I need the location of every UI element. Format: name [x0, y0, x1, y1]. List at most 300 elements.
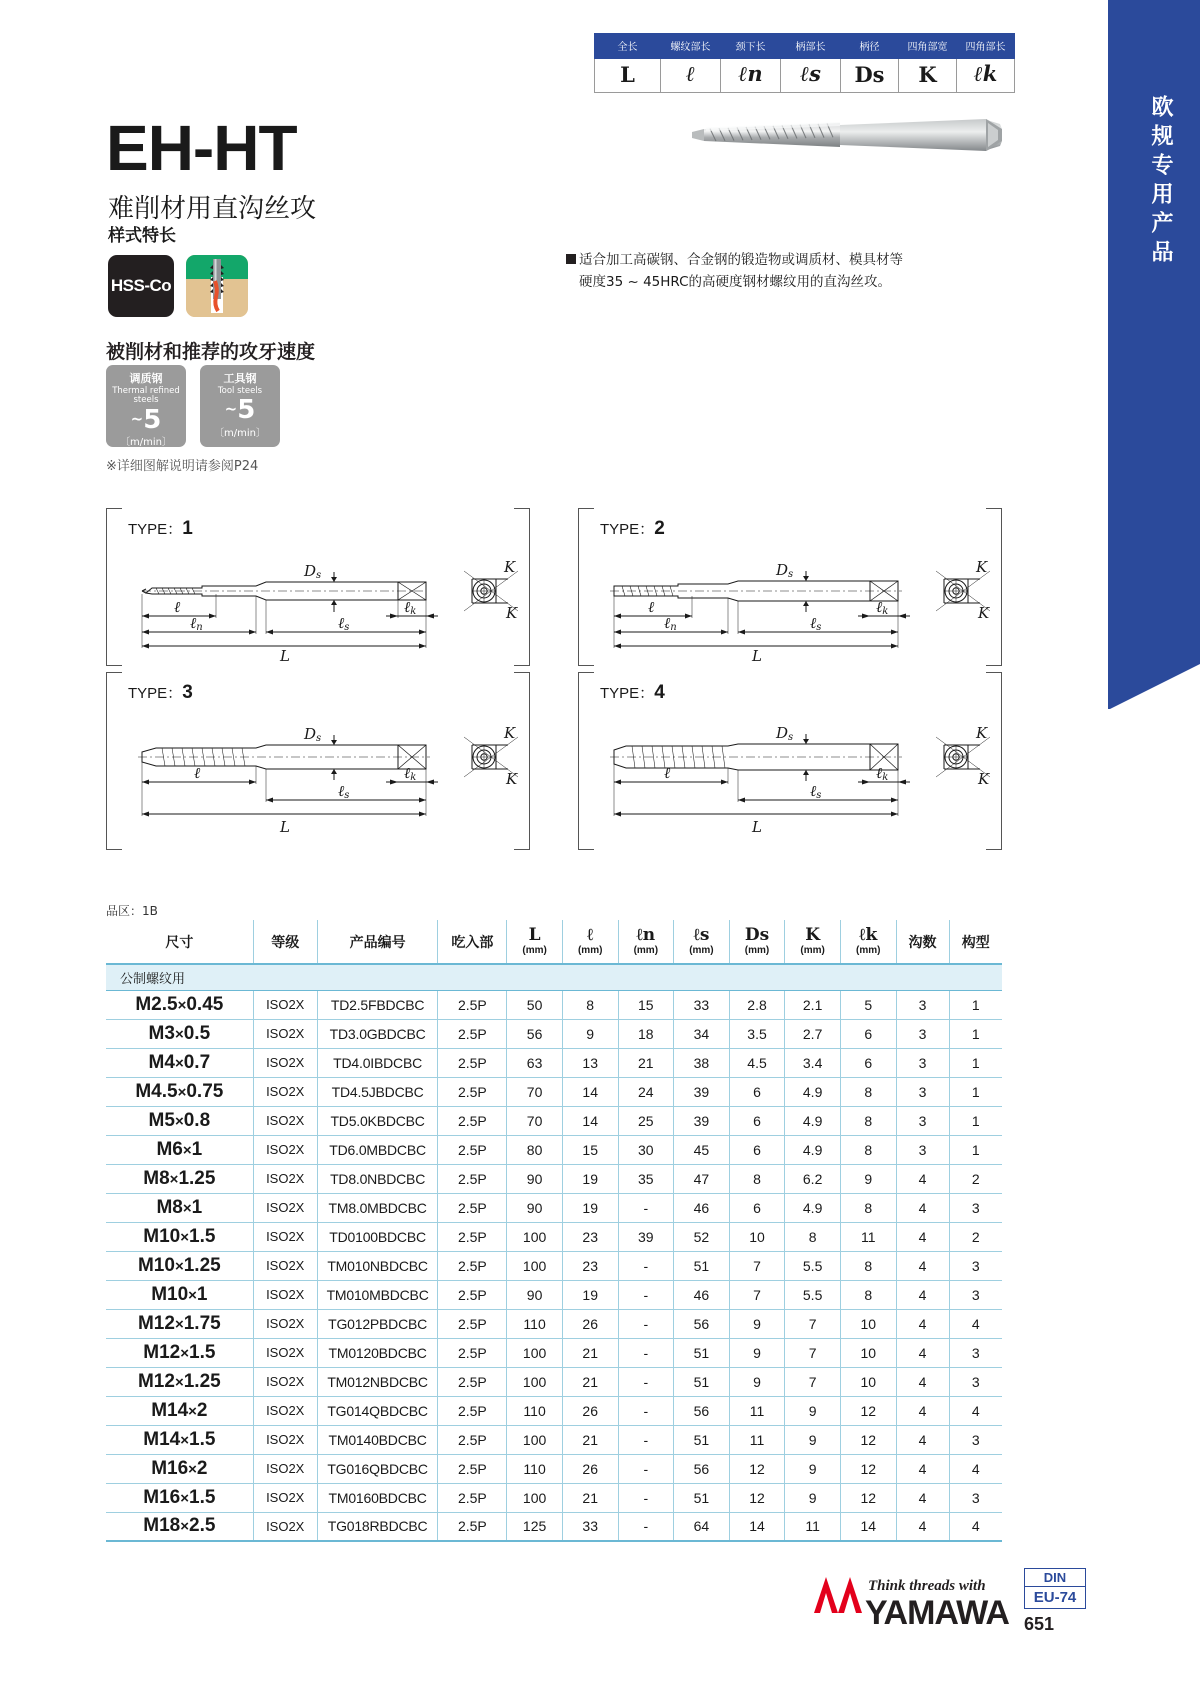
symbol-Ds: Ds	[841, 59, 899, 93]
cell-lk: 6	[840, 1048, 896, 1077]
cell-code: TM0140BDCBC	[317, 1425, 438, 1454]
speed-box-unit: 〔m/min〕	[214, 428, 266, 440]
cell-K: 7	[785, 1338, 841, 1367]
cell-Ds: 9	[729, 1338, 785, 1367]
cell-chamfer: 2.5P	[438, 1193, 507, 1222]
cell-grade: ISO2X	[253, 1019, 317, 1048]
cell-K: 4.9	[785, 1135, 841, 1164]
cell-K: 3.4	[785, 1048, 841, 1077]
type-word: TYPE：	[600, 521, 655, 538]
cell-code: TG012PBDCBC	[317, 1309, 438, 1338]
cell-flutes: 4	[896, 1251, 949, 1280]
col-unit-ln: (mm)	[633, 944, 659, 956]
symbol-cn-shank-dia: 柄径	[841, 34, 899, 59]
cell-K: 9	[785, 1483, 841, 1512]
cell-grade: ISO2X	[253, 1222, 317, 1251]
cell-chamfer: 2.5P	[438, 1425, 507, 1454]
cell-l: 23	[562, 1251, 618, 1280]
cell-ln: -	[618, 1251, 674, 1280]
cell-type: 4	[949, 1454, 1002, 1483]
col-header-ls	[674, 920, 730, 964]
svg-text:Ds: Ds	[776, 561, 794, 580]
cell-ln: -	[618, 1309, 674, 1338]
speed-number: 5	[237, 395, 256, 426]
cell-chamfer: 2.5P	[438, 1280, 507, 1309]
cell-L: 100	[507, 1367, 563, 1396]
cell-grade: ISO2X	[253, 990, 317, 1019]
cell-ls: 52	[674, 1222, 730, 1251]
cell-chamfer: 2.5P	[438, 1164, 507, 1193]
svg-text:ℓs: ℓs	[810, 614, 822, 633]
cell-ln: 35	[618, 1164, 674, 1193]
table-row[interactable]	[106, 1106, 1002, 1135]
cell-type: 3	[949, 1280, 1002, 1309]
cell-flutes: 4	[896, 1367, 949, 1396]
cell-ls: 56	[674, 1309, 730, 1338]
cell-K: 9	[785, 1396, 841, 1425]
cell-flutes: 4	[896, 1425, 949, 1454]
type-1-drawing	[106, 546, 530, 664]
speed-number: 5	[143, 404, 162, 435]
standard-badge-bottom: EU-74	[1033, 1589, 1077, 1606]
cell-L: 110	[507, 1309, 563, 1338]
sidebar-band-corner	[1108, 664, 1200, 710]
cell-code: TD5.0KBDCBC	[317, 1106, 438, 1135]
standard-badge-top: DIN	[1025, 1569, 1085, 1587]
cell-ln: 39	[618, 1222, 674, 1251]
cell-Ds: 9	[729, 1367, 785, 1396]
cell-size: M10×1.5	[106, 1222, 253, 1251]
cell-K: 4.9	[785, 1106, 841, 1135]
cell-Ds: 7	[729, 1280, 785, 1309]
table-row[interactable]	[106, 1164, 1002, 1193]
type-panel-label	[128, 518, 193, 540]
speed-box-cn-label: 工具钢	[223, 372, 257, 385]
cell-K: 5.5	[785, 1280, 841, 1309]
col-sym-L: L	[528, 925, 541, 946]
cell-ln: -	[618, 1367, 674, 1396]
cell-l: 23	[562, 1222, 618, 1251]
cell-l: 26	[562, 1396, 618, 1425]
cell-size: M2.5×0.45	[106, 990, 253, 1019]
cell-flutes: 3	[896, 1019, 949, 1048]
cell-lk: 8	[840, 1077, 896, 1106]
cell-lk: 11	[840, 1222, 896, 1251]
cell-K: 2.1	[785, 990, 841, 1019]
cell-ln: -	[618, 1193, 674, 1222]
svg-text:L: L	[752, 818, 762, 836]
cell-ln: -	[618, 1454, 674, 1483]
cell-ls: 45	[674, 1135, 730, 1164]
cell-flutes: 3	[896, 990, 949, 1019]
cell-Ds: 3.5	[729, 1019, 785, 1048]
svg-text:ℓk: ℓk	[404, 598, 417, 617]
col-header-l	[562, 920, 618, 964]
type-word: TYPE：	[128, 685, 183, 702]
cell-flutes: 4	[896, 1222, 949, 1251]
material-badge: HSS-Co	[108, 255, 174, 317]
cell-ls: 46	[674, 1280, 730, 1309]
cell-chamfer: 2.5P	[438, 1309, 507, 1338]
svg-text:L: L	[752, 647, 762, 664]
cell-size: M10×1.25	[106, 1251, 253, 1280]
cell-ls: 39	[674, 1106, 730, 1135]
cell-chamfer: 2.5P	[438, 1106, 507, 1135]
product-photo	[690, 105, 1010, 167]
cell-chamfer: 2.5P	[438, 1019, 507, 1048]
speed-reference-note: ※详细图解说明请参阅P24	[106, 459, 259, 474]
svg-text:ℓs: ℓs	[338, 782, 350, 801]
svg-text:K: K	[978, 604, 990, 622]
svg-text:K: K	[976, 558, 988, 576]
cell-Ds: 11	[729, 1425, 785, 1454]
cell-grade: ISO2X	[253, 1309, 317, 1338]
cell-lk: 8	[840, 1280, 896, 1309]
speed-box-unit: 〔m/min〕	[120, 437, 172, 449]
cell-type: 1	[949, 1106, 1002, 1135]
svg-text:Ds: Ds	[304, 725, 322, 744]
cell-size: M10×1	[106, 1280, 253, 1309]
type-panel-label	[600, 518, 665, 540]
cell-size: M5×0.8	[106, 1106, 253, 1135]
page-title: EH-HT	[106, 112, 297, 184]
cell-l: 19	[562, 1164, 618, 1193]
cell-code: TD3.0GBDCBC	[317, 1019, 438, 1048]
cell-lk: 10	[840, 1309, 896, 1338]
spec-group-label: 公制螺纹用	[106, 964, 1002, 990]
cell-K: 8	[785, 1222, 841, 1251]
cell-lk: 10	[840, 1367, 896, 1396]
speed-box-en-label: Thermal refined steels	[112, 386, 180, 406]
cell-L: 56	[507, 1019, 563, 1048]
cell-code: TM0160BDCBC	[317, 1483, 438, 1512]
symbol-l: ℓ	[661, 59, 721, 93]
symbol-lk: ℓk	[957, 59, 1015, 93]
cell-type: 3	[949, 1483, 1002, 1512]
col-header-size: 尺寸	[106, 920, 253, 964]
svg-text:ℓs: ℓs	[338, 614, 350, 633]
cell-Ds: 10	[729, 1222, 785, 1251]
table-row[interactable]	[106, 1425, 1002, 1454]
application-icon-graphic	[186, 255, 248, 317]
cell-ln: 30	[618, 1135, 674, 1164]
cell-code: TD2.5FBDCBC	[317, 990, 438, 1019]
cell-K: 4.9	[785, 1077, 841, 1106]
col-header-lk	[840, 920, 896, 964]
cell-ls: 51	[674, 1338, 730, 1367]
cell-grade: ISO2X	[253, 1106, 317, 1135]
col-sym-l: ℓ	[587, 925, 594, 946]
cell-l: 14	[562, 1077, 618, 1106]
cell-Ds: 11	[729, 1396, 785, 1425]
cell-code: TG016QBDCBC	[317, 1454, 438, 1483]
col-header-ln	[618, 920, 674, 964]
speed-box-thermal-refined-steels	[106, 365, 186, 447]
symbol-cn-square-width: 四角部宽	[899, 34, 957, 59]
table-row[interactable]	[106, 1077, 1002, 1106]
cell-l: 9	[562, 1019, 618, 1048]
cell-flutes: 3	[896, 1135, 949, 1164]
cell-ls: 56	[674, 1454, 730, 1483]
speed-section-title: 被削材和推荐的攻牙速度	[106, 341, 316, 363]
svg-text:L: L	[280, 818, 290, 836]
page-subtitle: 难削材用直沟丝攻	[108, 194, 317, 224]
table-row[interactable]	[106, 1512, 1002, 1541]
cell-type: 3	[949, 1425, 1002, 1454]
col-sym-ls: ℓs	[693, 925, 710, 946]
cell-l: 8	[562, 990, 618, 1019]
cell-L: 125	[507, 1512, 563, 1541]
cell-flutes: 4	[896, 1454, 949, 1483]
cell-code: TM8.0MBDCBC	[317, 1193, 438, 1222]
cell-chamfer: 2.5P	[438, 1512, 507, 1541]
cell-grade: ISO2X	[253, 1338, 317, 1367]
cell-Ds: 12	[729, 1454, 785, 1483]
symbol-cn-neck-length: 颈下长	[721, 34, 781, 59]
cell-type: 2	[949, 1222, 1002, 1251]
cell-type: 1	[949, 1048, 1002, 1077]
col-sym-ln: ℓn	[636, 925, 656, 946]
cell-grade: ISO2X	[253, 1135, 317, 1164]
col-header-type: 构型	[949, 920, 1002, 964]
cell-code: TD4.5JBDCBC	[317, 1077, 438, 1106]
cell-type: 2	[949, 1164, 1002, 1193]
table-row[interactable]	[106, 1019, 1002, 1048]
cell-K: 9	[785, 1425, 841, 1454]
cell-chamfer: 2.5P	[438, 1367, 507, 1396]
cell-Ds: 2.8	[729, 990, 785, 1019]
cell-lk: 8	[840, 1251, 896, 1280]
cell-flutes: 3	[896, 1077, 949, 1106]
sidebar-band-label: 欧规专用产品	[1148, 95, 1173, 269]
cell-size: M3×0.5	[106, 1019, 253, 1048]
cell-code: TM0120BDCBC	[317, 1338, 438, 1367]
svg-text:K: K	[506, 604, 518, 622]
cell-size: M14×2	[106, 1396, 253, 1425]
cell-L: 100	[507, 1222, 563, 1251]
type-number: 2	[654, 518, 665, 539]
cell-L: 70	[507, 1077, 563, 1106]
speed-box-value	[200, 395, 280, 426]
cell-ls: 47	[674, 1164, 730, 1193]
table-row[interactable]	[106, 1338, 1002, 1367]
cell-size: M16×1.5	[106, 1483, 253, 1512]
cell-ln: -	[618, 1396, 674, 1425]
speed-approx-prefix: ~	[224, 400, 238, 419]
table-row[interactable]	[106, 1483, 1002, 1512]
cell-ln: 18	[618, 1019, 674, 1048]
cell-ln: -	[618, 1512, 674, 1541]
type-3-drawing	[106, 712, 530, 844]
cell-ln: 25	[618, 1106, 674, 1135]
cell-lk: 8	[840, 1106, 896, 1135]
cell-l: 19	[562, 1280, 618, 1309]
table-row[interactable]	[106, 1222, 1002, 1251]
cell-l: 26	[562, 1454, 618, 1483]
cell-chamfer: 2.5P	[438, 1251, 507, 1280]
cell-type: 3	[949, 1193, 1002, 1222]
table-row[interactable]	[106, 1309, 1002, 1338]
cell-code: TD4.0IBDCBC	[317, 1048, 438, 1077]
cell-ln: 21	[618, 1048, 674, 1077]
cell-l: 15	[562, 1135, 618, 1164]
svg-text:K: K	[504, 724, 516, 742]
cell-Ds: 9	[729, 1309, 785, 1338]
type-panel-label	[600, 682, 665, 704]
cell-type: 4	[949, 1396, 1002, 1425]
cell-grade: ISO2X	[253, 1425, 317, 1454]
spec-table-head	[106, 920, 1002, 964]
symbol-ls: ℓs	[781, 59, 841, 93]
cell-size: M14×1.5	[106, 1425, 253, 1454]
cell-chamfer: 2.5P	[438, 1048, 507, 1077]
svg-text:ℓ: ℓ	[648, 598, 655, 616]
cell-K: 4.9	[785, 1193, 841, 1222]
cell-type: 4	[949, 1309, 1002, 1338]
type-4-drawing	[578, 712, 1002, 844]
cell-lk: 9	[840, 1164, 896, 1193]
symbol-cn-square-length: 四角部长	[957, 34, 1015, 59]
table-row[interactable]	[106, 1193, 1002, 1222]
cell-type: 1	[949, 990, 1002, 1019]
cell-size: M8×1.25	[106, 1164, 253, 1193]
table-row[interactable]	[106, 1135, 1002, 1164]
cell-ls: 51	[674, 1425, 730, 1454]
page-subtitle-secondary: 样式特长	[108, 226, 176, 246]
cell-chamfer: 2.5P	[438, 1135, 507, 1164]
cell-flutes: 4	[896, 1193, 949, 1222]
col-header-flutes: 沟数	[896, 920, 949, 964]
svg-text:Ds: Ds	[304, 562, 322, 581]
cell-l: 33	[562, 1512, 618, 1541]
cell-lk: 5	[840, 990, 896, 1019]
cell-grade: ISO2X	[253, 1454, 317, 1483]
cell-code: TD6.0MBDCBC	[317, 1135, 438, 1164]
footer-tagline: Think threads with	[868, 1578, 986, 1594]
cell-chamfer: 2.5P	[438, 1454, 507, 1483]
cell-flutes: 4	[896, 1338, 949, 1367]
cell-type: 3	[949, 1367, 1002, 1396]
table-row[interactable]	[106, 1280, 1002, 1309]
cell-code: TG018RBDCBC	[317, 1512, 438, 1541]
cell-size: M18×2.5	[106, 1512, 253, 1541]
type-panel-4	[578, 672, 1002, 850]
cell-flutes: 4	[896, 1309, 949, 1338]
table-row[interactable]	[106, 1367, 1002, 1396]
col-header-Ds	[729, 920, 785, 964]
symbol-K: K	[899, 59, 957, 93]
speed-approx-prefix: ~	[130, 409, 144, 428]
cell-chamfer: 2.5P	[438, 1396, 507, 1425]
type-word: TYPE：	[128, 521, 183, 538]
yamawa-logo-mark	[812, 1575, 864, 1615]
cell-Ds: 7	[729, 1251, 785, 1280]
svg-text:ℓk: ℓk	[404, 764, 417, 783]
page-number: 651	[1024, 1614, 1055, 1634]
table-row[interactable]	[106, 990, 1002, 1019]
cell-grade: ISO2X	[253, 1483, 317, 1512]
cell-ls: 51	[674, 1251, 730, 1280]
cell-Ds: 14	[729, 1512, 785, 1541]
cell-size: M16×2	[106, 1454, 253, 1483]
cell-grade: ISO2X	[253, 1367, 317, 1396]
cell-code: TM012NBDCBC	[317, 1367, 438, 1396]
product-description	[566, 249, 966, 294]
table-row[interactable]	[106, 1396, 1002, 1425]
cell-lk: 12	[840, 1396, 896, 1425]
cell-lk: 14	[840, 1512, 896, 1541]
cell-ls: 39	[674, 1077, 730, 1106]
svg-text:ℓ: ℓ	[664, 764, 671, 782]
cell-ls: 51	[674, 1483, 730, 1512]
cell-lk: 10	[840, 1338, 896, 1367]
col-unit-K: (mm)	[800, 944, 825, 956]
cell-L: 90	[507, 1280, 563, 1309]
cell-l: 21	[562, 1425, 618, 1454]
cell-K: 11	[785, 1512, 841, 1541]
cell-ls: 38	[674, 1048, 730, 1077]
cell-grade: ISO2X	[253, 1077, 317, 1106]
cell-L: 70	[507, 1106, 563, 1135]
col-header-K	[785, 920, 841, 964]
symbol-cn-overall-length: 全长	[595, 34, 661, 59]
symbol-legend-sym-row	[595, 59, 1015, 93]
cell-l: 21	[562, 1338, 618, 1367]
cell-grade: ISO2X	[253, 1048, 317, 1077]
cell-code: TM010MBDCBC	[317, 1280, 438, 1309]
type-panel-label	[128, 682, 193, 704]
standard-badge	[1024, 1568, 1086, 1609]
svg-text:ℓn: ℓn	[190, 614, 203, 633]
table-row[interactable]	[106, 1454, 1002, 1483]
footer-brand: YAMAWA	[865, 1594, 1009, 1632]
cell-flutes: 4	[896, 1164, 949, 1193]
cell-L: 50	[507, 990, 563, 1019]
cell-flutes: 4	[896, 1396, 949, 1425]
type-number: 1	[182, 518, 193, 539]
symbol-legend-table	[594, 33, 1015, 93]
cell-chamfer: 2.5P	[438, 1483, 507, 1512]
cell-code: TM010NBDCBC	[317, 1251, 438, 1280]
type-panel-2	[578, 508, 1002, 666]
cell-Ds: 8	[729, 1164, 785, 1193]
cell-grade: ISO2X	[253, 1193, 317, 1222]
table-row[interactable]	[106, 1048, 1002, 1077]
svg-text:ℓk: ℓk	[876, 764, 889, 783]
col-sym-Ds: Ds	[744, 925, 770, 946]
type-word: TYPE：	[600, 685, 655, 702]
table-row[interactable]	[106, 1251, 1002, 1280]
col-unit-L: (mm)	[522, 944, 547, 956]
cell-chamfer: 2.5P	[438, 990, 507, 1019]
col-unit-l: (mm)	[577, 944, 603, 956]
cell-grade: ISO2X	[253, 1251, 317, 1280]
cell-l: 14	[562, 1106, 618, 1135]
cell-flutes: 4	[896, 1512, 949, 1541]
cell-L: 100	[507, 1483, 563, 1512]
specification-table	[106, 920, 1002, 1542]
cell-L: 63	[507, 1048, 563, 1077]
type-number: 3	[182, 682, 193, 703]
cell-lk: 12	[840, 1425, 896, 1454]
symbol-cn-shank-length: 柄部长	[781, 34, 841, 59]
type-number: 4	[654, 682, 665, 703]
col-sym-K: K	[805, 925, 821, 946]
spec-header-row	[106, 920, 1002, 964]
cell-ln: 24	[618, 1077, 674, 1106]
cell-flutes: 4	[896, 1483, 949, 1512]
cell-chamfer: 2.5P	[438, 1222, 507, 1251]
